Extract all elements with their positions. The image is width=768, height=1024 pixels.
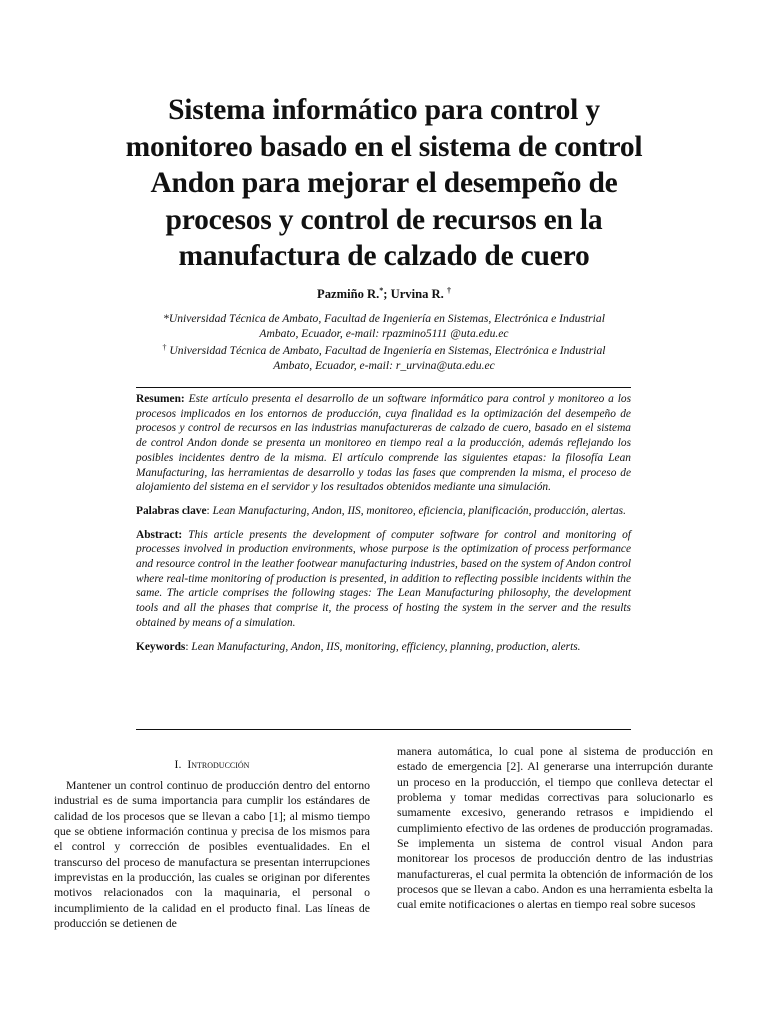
author-list — [60, 283, 708, 302]
keywords-text: Lean Manufacturing, Andon, IIS, monitoring, efficiency, planning, production, alerts. — [191, 640, 581, 653]
palabras-clave-colon: : — [206, 504, 213, 517]
title-line: Andon para mejorar el desempeño de — [150, 167, 618, 199]
author-mark: * — [379, 286, 384, 295]
abstract-top-rule — [136, 387, 631, 388]
left-column — [54, 757, 370, 931]
keywords-colon: : — [185, 640, 192, 653]
affiliation-line: † Universidad Técnica de Ambato, Facultad de Ingeniería en Sistemas, Electrónica e Industrial — [162, 343, 606, 358]
author-mark: † — [446, 286, 451, 295]
section-heading — [54, 757, 370, 772]
resumen-paragraph — [136, 392, 631, 495]
abstract-block — [136, 392, 631, 663]
body-paragraph: manera automática, lo cual pone al sistema de producción en estado de emergencia [2]. Al generarse una interrupción durante un proceso en la producción, el tiempo que conlleva detectar el problema y tomar medidas correctivas para solucionarlo es sumamente excesivo, generando retrasos e impidiendo el cumplimiento efectivo de las ordenes de producción programadas. Se implementa un sistema de control visual Andon para monitorear los procesos de producción dentro de las industrias manufactureras, el cual permita la obtención de información de los procesos que se llevan a cabo. Andon es una herramienta esbelta la cual emite notificaciones o alertas en tiempo real sobre sucesos — [397, 744, 713, 912]
abstract-paragraph — [136, 528, 631, 631]
resumen-text: Este artículo presenta el desarrollo de un software informático para control y monitoreo a los procesos implicados en los entornos de producción, cuya finalidad es la optimización del desempeño de procesos y control de recursos en las industrias manufactureras de calzado de cuero, basado en el sistema de control Andon donde se presenta un monitoreo en tiempo real a la producción, además reflejando los posibles incidentes dentro de la misma. El artículo comprende las siguientes etapas: la filosofía Lean Manufacturing, las herramientas de desarrollo y todas las fases que comprenden la misma, el proceso de alojamiento del sistema en el servidor y los resultados obtenidos mediante una simulación. — [136, 393, 631, 494]
right-column — [397, 744, 713, 913]
abstract-text: This article presents the development of computer software for control and monitoring of processes involved in production environments, whose purpose is the optimization of process performance and resource control in the leather footwear manufacturing industries, based on the system of Andon control where real-time monitoring of production is presented, in addition to reflecting possible incidents within the same. The article comprises the following stages: The Lean Manufacturing philosophy, the development tools and all the phases that comprise it, the process of hosting the system in the server and the results obtained by means of a simulation. — [136, 528, 631, 629]
affiliations — [128, 312, 640, 373]
title-line: monitoreo basado en el sistema de control — [125, 130, 643, 163]
paper-title — [60, 92, 708, 275]
affiliation-line: Ambato, Ecuador, e-mail: r_urvina@uta.edu.ec — [273, 358, 495, 372]
affiliation-line: Ambato, Ecuador, e-mail: rpazmino5111 @uta.edu.ec — [259, 326, 509, 340]
palabras-clave-label: Palabras clave — [136, 504, 207, 517]
section-title: Introducción — [187, 757, 250, 771]
author-name: Urvina R. — [390, 287, 444, 301]
resumen-label: Resumen: — [136, 393, 185, 405]
author-separator: ; — [383, 287, 391, 301]
title-line: Sistema informático para control y — [168, 94, 600, 126]
title-line: manufactura de calzado de cuero — [178, 240, 590, 272]
abstract-bottom-rule — [136, 729, 631, 730]
section-number: I. — [174, 757, 182, 771]
body-paragraph: Mantener un control continuo de producción dentro del entorno industrial es de suma importancia para cumplir los estándares de calidad de los procesos que se llevan a cabo [1]; al mismo tiempo que se obtiene información continua y precisa de los mismos para el control y corrección de posibles eventualidades. En el transcurso del proceso de manufactura se presentan interrupciones imprevistas en la producción, las cuales se originan por diferentes motivos relacionados con la maquinaria, el personal o incumplimiento de la calidad en el producto final. Las líneas de producción se detienen de — [54, 778, 370, 931]
affiliation-mark: † — [162, 343, 167, 353]
title-line: procesos y control de recursos en la — [165, 203, 603, 236]
palabras-clave-paragraph — [136, 504, 631, 519]
affiliation-line: *Universidad Técnica de Ambato, Facultad de Ingeniería en Sistemas, Electrónica e Industrial — [163, 312, 605, 325]
author-name: Pazmiño R. — [317, 287, 380, 301]
abstract-label: Abstract: — [136, 528, 183, 541]
keywords-label: Keywords — [136, 640, 186, 653]
palabras-clave-text: Lean Manufacturing, Andon, IIS, monitoreo, eficiencia, planificación, producción, alertas. — [212, 504, 626, 517]
keywords-paragraph — [136, 640, 631, 655]
